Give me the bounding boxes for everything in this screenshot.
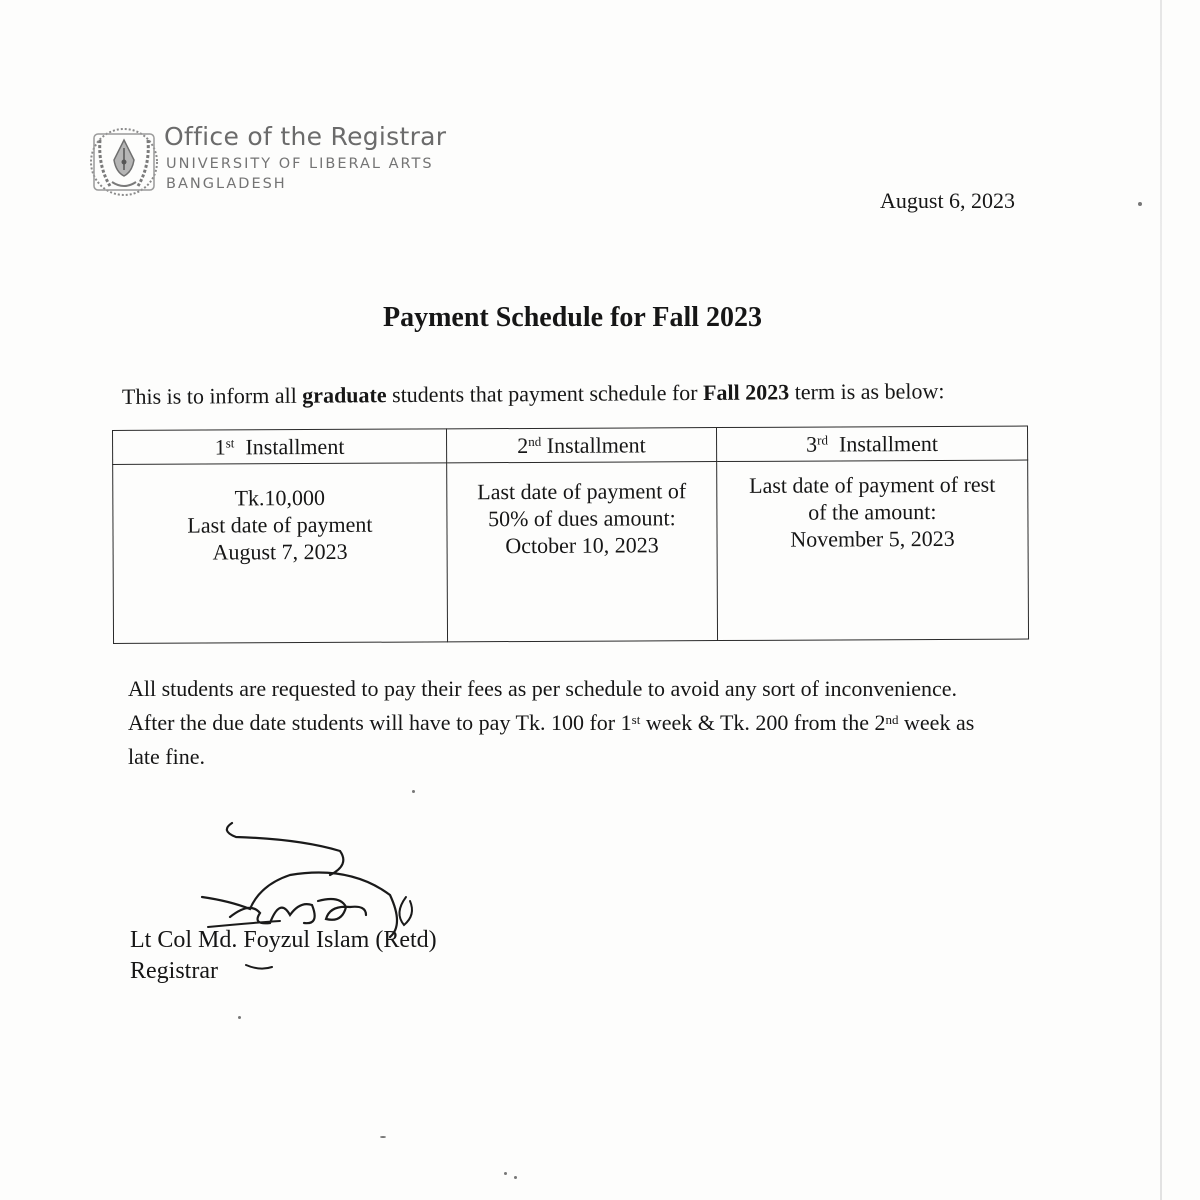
cell-2-line-2: 50% of dues amount: bbox=[488, 505, 676, 532]
scan-speck bbox=[514, 1176, 517, 1179]
cell-installment-2 bbox=[447, 462, 718, 642]
intro-prefix: This is to inform all bbox=[121, 382, 303, 409]
notice-line-2 bbox=[128, 706, 1048, 740]
handwritten-signature bbox=[190, 805, 450, 985]
letterhead bbox=[88, 122, 488, 212]
cell-2-date: October 10, 2023 bbox=[505, 532, 659, 559]
intro-bold-graduate: graduate bbox=[302, 382, 387, 408]
intro-paragraph bbox=[122, 378, 945, 410]
header-3-ordinal: rd bbox=[817, 432, 828, 448]
header-2-label: Installment bbox=[546, 432, 646, 458]
header-installment-1 bbox=[113, 429, 447, 465]
scan-speck bbox=[504, 1172, 507, 1175]
cell-1-amount: Tk.10,000 bbox=[234, 484, 326, 511]
document-title: Payment Schedule for Fall 2023 bbox=[382, 302, 762, 333]
intro-bold-term: Fall 2023 bbox=[702, 379, 790, 405]
signatory-title: Registrar bbox=[130, 958, 218, 984]
cell-3-date: November 5, 2023 bbox=[790, 525, 955, 552]
cell-installment-3 bbox=[717, 460, 1029, 641]
notice-sup-st: st bbox=[631, 712, 641, 727]
letterhead-country: BANGLADESH bbox=[166, 176, 287, 192]
cell-3-line-2: of the amount: bbox=[808, 498, 937, 525]
header-1-ordinal: st bbox=[225, 435, 235, 451]
notice-paragraph bbox=[128, 672, 1048, 774]
signatory-name: Lt Col Md. Foyzul Islam (Retd) bbox=[130, 927, 437, 953]
header-installment-3 bbox=[716, 426, 1027, 462]
header-3-label: Installment bbox=[838, 430, 938, 457]
notice-line-3: late fine. bbox=[128, 744, 205, 769]
scan-speck bbox=[380, 1136, 386, 1138]
notice-line-2-a: After the due date students will have to pay Tk. 100 for 1 bbox=[128, 710, 632, 735]
cell-1-label: Last date of payment bbox=[187, 511, 373, 538]
cell-2-line-1: Last date of payment of bbox=[477, 478, 687, 505]
notice-sup-nd: nd bbox=[885, 712, 899, 727]
table-header-row bbox=[113, 426, 1028, 464]
table-row bbox=[113, 460, 1029, 643]
intro-suffix: term is as below: bbox=[789, 378, 945, 405]
scan-speck bbox=[238, 1016, 241, 1019]
notice-line-2-b: week & Tk. 200 from the 2 bbox=[640, 710, 886, 735]
letterhead-office: Office of the Registrar bbox=[164, 122, 447, 151]
header-3-number: 3 bbox=[806, 431, 818, 457]
intro-middle: students that payment schedule for bbox=[386, 379, 704, 408]
payment-schedule-table bbox=[112, 426, 1029, 644]
header-1-label: Installment bbox=[245, 433, 345, 460]
notice-line-2-c: week as bbox=[898, 710, 975, 735]
header-1-gap bbox=[234, 434, 245, 459]
header-1-number: 1 bbox=[214, 434, 226, 460]
notice-line-1: All students are requested to pay their fees as per schedule to avoid any sort of inconvenience. bbox=[128, 676, 957, 701]
header-installment-2 bbox=[446, 428, 716, 463]
header-2-number: 2 bbox=[517, 432, 529, 459]
letter-date: August 6, 2023 bbox=[880, 188, 1016, 213]
university-crest-icon bbox=[88, 126, 160, 198]
cell-3-line-1: Last date of payment of rest bbox=[749, 471, 996, 498]
scan-speck bbox=[412, 790, 415, 793]
scan-speck bbox=[1138, 202, 1142, 206]
header-2-ordinal: nd bbox=[528, 433, 542, 449]
letterhead-university: UNIVERSITY OF LIBERAL ARTS bbox=[166, 156, 434, 172]
header-3-gap bbox=[828, 431, 839, 456]
cell-installment-1 bbox=[113, 463, 448, 644]
scan-edge bbox=[1160, 0, 1162, 1200]
cell-1-date: August 7, 2023 bbox=[212, 538, 348, 565]
